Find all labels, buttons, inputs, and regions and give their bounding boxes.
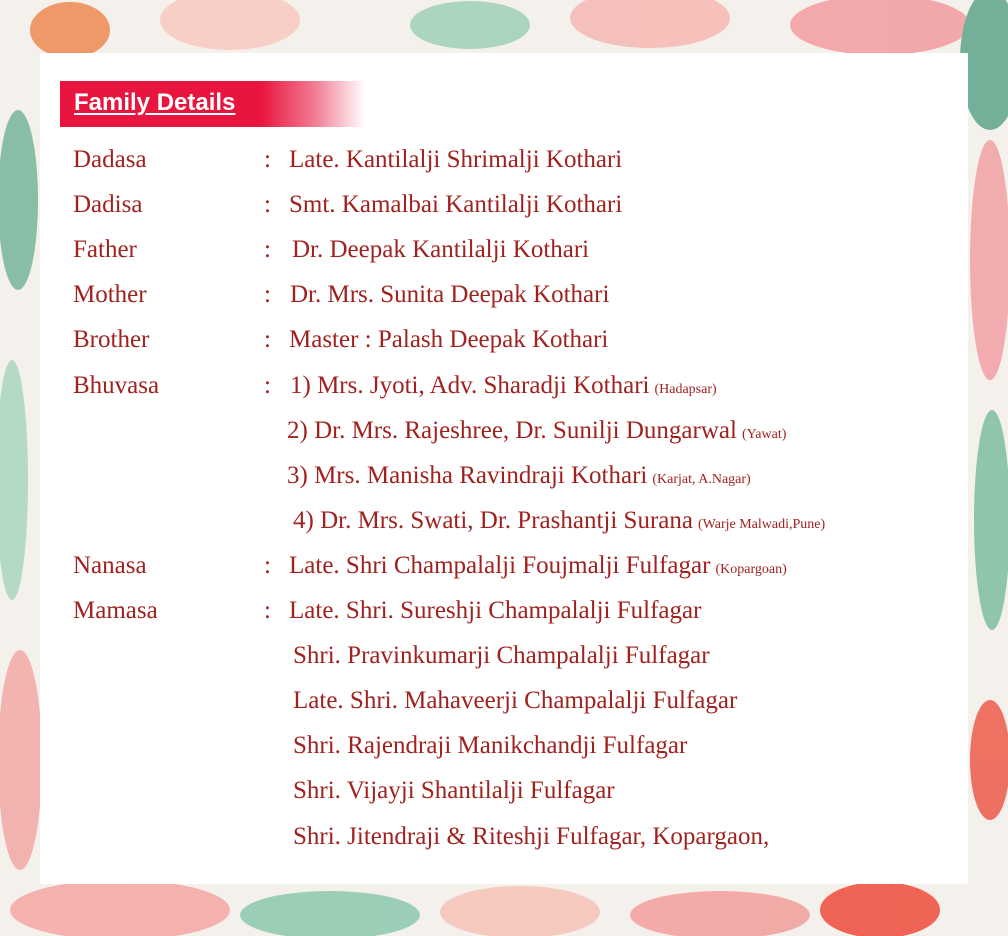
name-text: 4) Dr. Mrs. Swati, Dr. Prashantji Surana [293,506,693,534]
relation-name [289,552,787,580]
relation-name [293,823,774,851]
relation-name [289,191,627,219]
name-text: Smt. Kamalbai Kantilalji Kothari [289,191,623,219]
name-text: Late. Shri. Mahaveerji Champalalji Fulfagar [293,687,738,715]
relation-name [293,642,715,670]
relation-name [290,372,717,400]
name-text: Shri. Pravinkumarji Champalalji Fulfagar [293,642,710,670]
relation-name [290,281,614,309]
name-text: Shri. Jitendraji & Riteshji Fulfagar, Kopargaon, [293,822,770,850]
name-text: 2) Dr. Mrs. Rajeshree, Dr. Sunilji Dungarwal [287,416,737,444]
section-title: Family Details [74,89,236,116]
name-text: Dr. Deepak Kantilalji Kothari [292,236,590,264]
relation-name [293,732,692,760]
separator-colon: : [264,551,271,579]
separator-colon: : [264,146,271,173]
relation-label: Dadisa [73,191,143,219]
relation-name [289,597,706,625]
name-text: Shri. Rajendraji Manikchandji Fulfagar [293,732,688,760]
relation-name [289,326,613,354]
name-text: Dr. Mrs. Sunita Deepak Kothari [290,281,610,309]
relation-label: Mother [73,281,147,309]
relation-name [293,687,742,715]
name-text: 3) Mrs. Manisha Ravindraji Kothari [287,461,648,489]
section-header [60,81,365,127]
name-text: Master : Palash Deepak Kothari [289,326,609,354]
relation-label: Nanasa [73,551,147,579]
location-note: (Warje Malwadi,Pune) [697,516,826,532]
relation-name [287,417,786,445]
separator-colon: : [264,191,271,219]
name-text: Late. Shri Champalalji Foujmalji Fulfagar [289,551,711,579]
separator-colon: : [264,281,271,309]
name-text: Late. Shri. Sureshji Champalalji Fulfagar [289,597,702,624]
relation-label: Bhuvasa [73,371,160,399]
relation-label: Father [73,236,137,264]
relation-name [293,507,825,535]
name-text: Late. Kantilalji Shrimalji Kothari [289,146,623,173]
relation-label: Brother [73,326,150,354]
separator-colon: : [264,597,271,624]
relation-label: Mamasa [73,597,158,624]
name-text: 1) Mrs. Jyoti, Adv. Sharadji Kothari [290,371,650,399]
location-note: (Kopargoan) [715,561,787,577]
relation-name [293,777,620,805]
relation-name [289,146,627,174]
relation-name [287,462,751,490]
location-note: (Karjat, A.Nagar) [652,471,751,487]
family-details-card [40,53,968,884]
separator-colon: : [264,371,271,399]
separator-colon: : [264,326,271,354]
location-note: (Yawat) [741,426,787,442]
location-note: (Hadapsar) [654,381,717,397]
name-text: Shri. Vijayji Shantilalji Fulfagar [293,777,615,805]
separator-colon: : [264,236,271,264]
relation-label: Dadasa [73,146,147,173]
relation-name [292,236,594,264]
